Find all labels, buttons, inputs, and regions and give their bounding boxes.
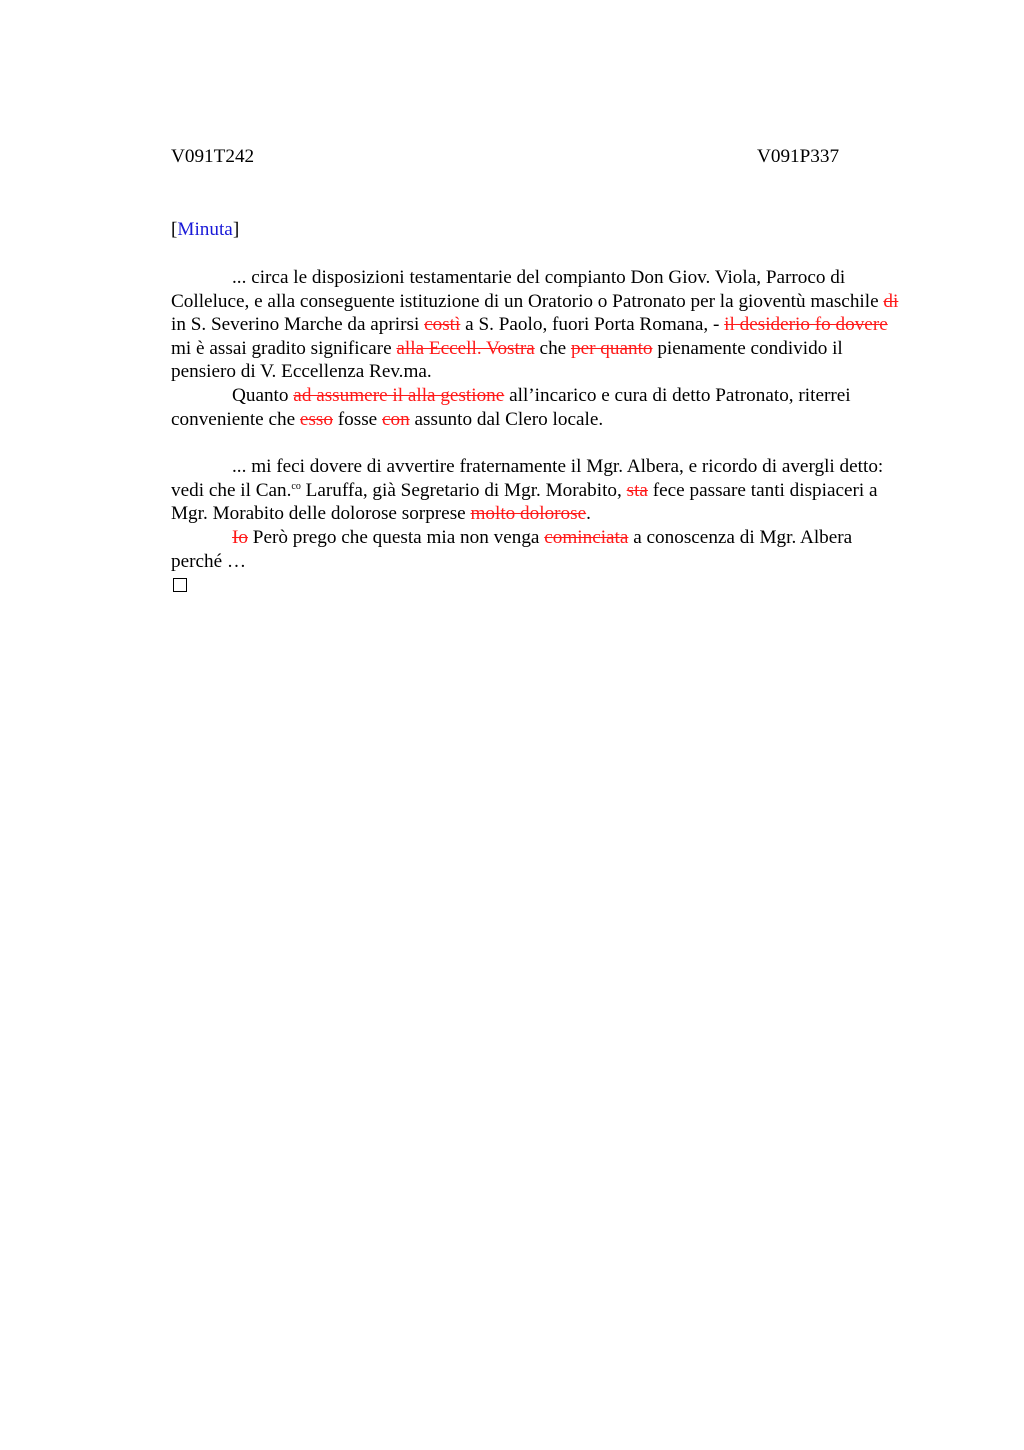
deleted-text: esso bbox=[299, 408, 333, 430]
deleted-text: ad assumere il alla gestione bbox=[293, 384, 505, 406]
deleted-text: il desiderio fo dovere bbox=[724, 314, 888, 336]
end-marker-box-icon bbox=[173, 578, 187, 592]
superscript-abbreviation: co bbox=[291, 480, 301, 492]
deleted-text: di bbox=[883, 290, 899, 312]
text-segment: assunto dal Clero locale. bbox=[409, 408, 604, 430]
text-segment: pienamente condivido il pensiero di V. Eccellenza Rev.ma. bbox=[171, 337, 843, 383]
paragraph-1 bbox=[171, 266, 904, 384]
paragraph-2 bbox=[171, 384, 904, 431]
document-page bbox=[171, 145, 904, 592]
text-segment: fece passare tanti dispiaceri a Mgr. Morabito delle dolorose sorprese bbox=[171, 479, 878, 525]
text-segment: a conoscenza di Mgr. Albera perché … bbox=[171, 526, 853, 572]
paragraph-4 bbox=[171, 526, 904, 573]
page-code-right: V091P337 bbox=[757, 146, 840, 167]
minuta-label bbox=[171, 218, 904, 242]
text-segment: a S. Paolo, fuori Porta Romana, - bbox=[460, 314, 725, 336]
text-segment: ... circa le disposizioni testamentarie del compianto Don Giov. Viola, Parroco di Colleluce, e alla conseguente istituzione di un Oratorio o Patronato per la gioventù maschile bbox=[171, 267, 884, 312]
deleted-text: con bbox=[382, 408, 410, 430]
label-open-bracket: [ bbox=[171, 219, 178, 240]
deleted-text: alla Eccell. Vostra bbox=[396, 337, 535, 359]
label-close-bracket: ] bbox=[232, 219, 240, 240]
text-segment: Quanto bbox=[232, 384, 294, 406]
text-segment: Però prego che questa mia non venga bbox=[247, 526, 545, 548]
deleted-text: Io bbox=[232, 526, 248, 548]
text-segment: mi è assai gradito significare bbox=[171, 337, 397, 359]
deleted-text: sta bbox=[626, 479, 648, 501]
deleted-text: costì bbox=[424, 314, 461, 336]
text-segment: all’incarico e cura di detto Patronato, riterrei conveniente che bbox=[171, 384, 851, 430]
text-segment: fosse bbox=[332, 408, 382, 430]
document-code-left: V091T242 bbox=[171, 146, 255, 167]
text-segment: in S. Severino Marche da aprirsi bbox=[171, 314, 425, 336]
deleted-text: per quanto bbox=[570, 337, 653, 359]
deleted-text: cominciata bbox=[544, 526, 629, 548]
text-segment: ... mi feci dovere di avvertire fraternamente il Mgr. Albera, e ricordo di avergli detto: vedi che il Can. bbox=[171, 456, 884, 501]
paragraph-3 bbox=[171, 455, 904, 526]
text-segment: . bbox=[586, 503, 591, 525]
text-segment: che bbox=[534, 337, 571, 359]
paragraph-gap bbox=[171, 431, 904, 455]
document-header bbox=[171, 145, 904, 169]
label-text: Minuta bbox=[177, 219, 233, 240]
text-segment: Laruffa, già Segretario di Mgr. Morabito, bbox=[300, 479, 627, 501]
deleted-text: molto dolorose bbox=[470, 503, 587, 525]
